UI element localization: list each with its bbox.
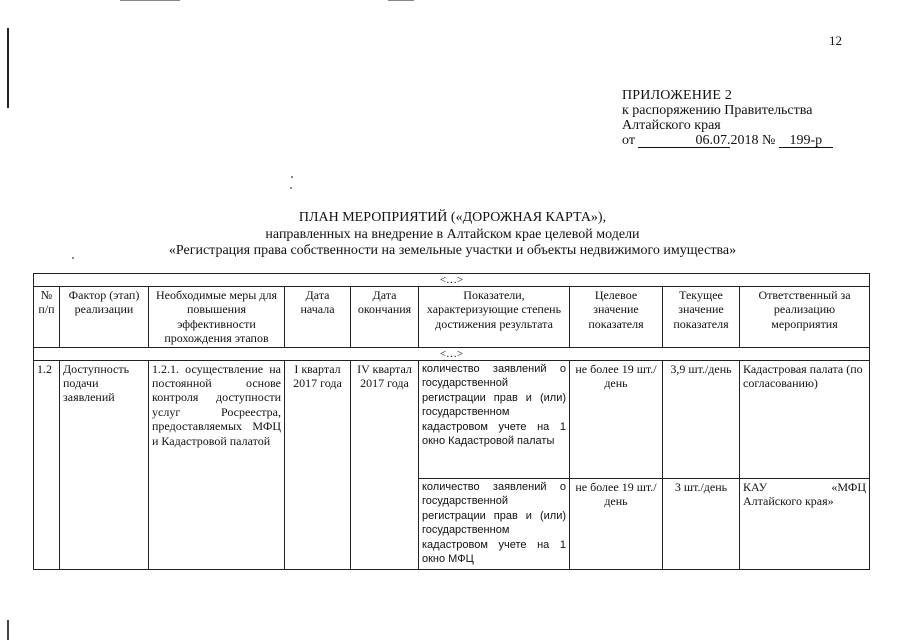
indicator-current: 3,9 шт./день bbox=[663, 360, 740, 478]
indicator-text: количество заявлений о государственной регистрации прав и (или) государственном кадастровом учете на 1 окно МФЦ bbox=[419, 478, 570, 569]
skip-marker: <…> bbox=[34, 347, 870, 360]
indicator-text: количество заявлений о государственной регистрации прав и (или) государственном кадастровом учете на 1 окно Кадастровой палаты bbox=[419, 360, 570, 478]
row-measure: 1.2.1. осуществление на постоянной основе контроля доступности услуг Росреестра, предоставляемых МФЦ и Кадастровой палатой bbox=[149, 360, 285, 569]
table-row bbox=[34, 360, 870, 478]
heading-line: «Регистрация права собственности на земельные участки и объекты недвижимого имущества» bbox=[168, 243, 737, 258]
scan-speck bbox=[290, 187, 292, 189]
row-start-date: I квартал 2017 года bbox=[285, 360, 351, 569]
header-cell: Фактор (этап) реализации bbox=[60, 287, 149, 348]
scan-edge-mark bbox=[7, 28, 9, 108]
number-sign: № bbox=[761, 133, 776, 148]
scan-top-mark bbox=[120, 0, 180, 1]
row-end-date: IV квартал 2017 года bbox=[351, 360, 419, 569]
header-cell: Показатели, характеризующие степень достижения результата bbox=[419, 287, 570, 348]
appendix-line: Алтайского края bbox=[622, 118, 721, 133]
appendix-block bbox=[622, 88, 833, 148]
appendix-date-line bbox=[622, 133, 833, 148]
heading-line: направленных на внедрение в Алтайском крае целевой модели bbox=[265, 226, 640, 242]
indicator-target: не более 19 шт./день bbox=[570, 360, 663, 478]
page-number: 12 bbox=[829, 33, 842, 48]
indicator-responsible: КАУ «МФЦ Алтайского края» bbox=[740, 478, 870, 569]
header-row bbox=[34, 287, 870, 348]
row-number: 1.2 bbox=[34, 360, 60, 569]
header-cell: № п/п bbox=[34, 287, 60, 348]
year: 2018 bbox=[730, 133, 759, 148]
row-factor: Доступность подачи заявлений bbox=[60, 360, 149, 569]
from-label: от bbox=[622, 133, 635, 148]
header-cell: Целевое значение показателя bbox=[570, 287, 663, 348]
date-field: 06.07. bbox=[638, 134, 730, 148]
document-heading bbox=[0, 210, 905, 260]
indicator-responsible: Кадастровая палата (по согласованию) bbox=[740, 360, 870, 478]
number-field: 199-р bbox=[779, 134, 833, 148]
indicator-target: не более 19 шт./день bbox=[570, 478, 663, 569]
appendix-title: ПРИЛОЖЕНИЕ 2 bbox=[622, 88, 733, 103]
header-cell: Текущее значение показателя bbox=[663, 287, 740, 348]
indicator-current: 3 шт./день bbox=[663, 478, 740, 569]
header-cell: Ответственный за реализацию мероприятия bbox=[740, 287, 870, 348]
scan-edge-mark bbox=[7, 620, 9, 640]
header-cell: Необходимые меры для повышения эффективности прохождения этапов bbox=[149, 287, 285, 348]
roadmap-table bbox=[33, 273, 870, 570]
heading-line: ПЛАН МЕРОПРИЯТИЙ («ДОРОЖНАЯ КАРТА»), bbox=[298, 210, 607, 225]
appendix-line: к распоряжению Правительства bbox=[622, 103, 813, 118]
header-cell: Дата начала bbox=[285, 287, 351, 348]
header-cell: Дата окончания bbox=[351, 287, 419, 348]
scan-speck bbox=[291, 176, 293, 178]
skip-marker: <…> bbox=[34, 274, 870, 287]
scan-top-mark bbox=[388, 0, 414, 1]
